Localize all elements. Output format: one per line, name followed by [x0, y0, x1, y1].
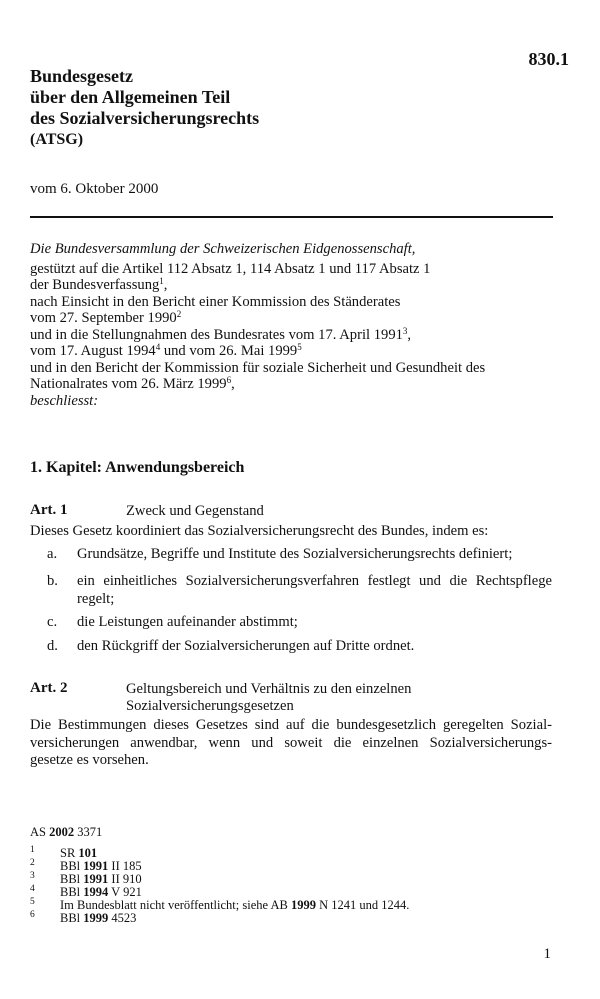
list-item — [30, 614, 552, 632]
list-item — [30, 546, 552, 564]
list-letter: c. — [47, 614, 58, 630]
article-heading-line: Sozialversicherungsgesetzen — [126, 698, 294, 714]
article-text-line: Die Bestimmungen dieses Gesetzes sind auf die bundesgesetzlich geregelten Sozial- — [30, 717, 552, 733]
law-title-line: Bundesgesetz — [30, 66, 133, 86]
preamble-line — [30, 277, 555, 294]
preamble-text: vom 27. September 1990 — [30, 310, 177, 326]
preamble-line — [30, 294, 555, 311]
list-text: Grundsätze, Begriffe und Institute des Sozialversicherungsrechts definiert; — [77, 546, 513, 562]
law-code: 830.1 — [528, 49, 569, 69]
list-text: die Leistungen aufeinander abstimmt; — [77, 614, 298, 630]
list-item — [30, 573, 552, 608]
footnote-number: 6 — [30, 910, 35, 920]
footnote-number: 5 — [30, 897, 35, 907]
list-item — [30, 638, 552, 656]
article-number: Art. 2 — [30, 680, 68, 696]
preamble-line — [30, 343, 555, 360]
footnote-number: 3 — [30, 871, 35, 881]
footnote-number: 2 — [30, 858, 35, 868]
list-text: ein einheitliches Sozialversicherungsverfahren festlegt und die Rechtspflege regelt; — [77, 573, 552, 607]
preamble-text: , — [163, 277, 168, 293]
as-page: 3371 — [74, 825, 103, 839]
preamble-text: , — [231, 376, 235, 392]
preamble-line — [30, 261, 555, 278]
preamble-line — [30, 376, 555, 393]
list-letter: b. — [47, 573, 58, 589]
footnote-ref[interactable]: 1 — [159, 276, 164, 286]
chapter-heading: 1. Kapitel: Anwendungsbereich — [30, 459, 245, 476]
preamble-intro: Die Bundesversammlung der Schweizerischen Eidgenossenschaft, — [30, 241, 416, 257]
preamble-line — [30, 360, 555, 377]
preamble-text: , — [407, 326, 412, 343]
law-date: vom 6. Oktober 2000 — [30, 181, 159, 197]
footnote-ref[interactable]: 5 — [297, 342, 302, 352]
article-heading-line: Geltungsbereich und Verhältnis zu den einzelnen — [126, 681, 412, 697]
header-divider — [30, 216, 553, 218]
preamble-text: und in die Stellungnahmen des Bundesrates vom 17. April 1991 — [30, 326, 403, 343]
article-text — [30, 717, 552, 770]
article-heading — [126, 681, 411, 715]
footnote-number: 4 — [30, 884, 35, 894]
preamble-text: vom 17. August 1994 — [30, 343, 156, 359]
law-title-line: über den Allgemeinen Teil — [30, 87, 231, 107]
footnote-text: BBl 1999 4523 — [60, 911, 137, 925]
preamble-text: nach Einsicht in den Bericht einer Kommission des Ständerates — [30, 293, 401, 310]
footnote-ref[interactable]: 6 — [226, 375, 232, 385]
preamble-line — [30, 310, 555, 327]
preamble-text: und vom 26. Mai 1999 — [160, 343, 298, 359]
footnote-text: Im Bundesblatt nicht veröffentlicht; siehe AB 1999 N 1241 und 1244. — [60, 898, 410, 912]
footnote-text: BBl 1994 V 921 — [60, 885, 142, 899]
article-heading: Zweck und Gegenstand — [126, 503, 264, 519]
footnote-text: BBl 1991 II 910 — [60, 872, 142, 886]
as-prefix: AS — [30, 825, 50, 839]
law-title — [30, 66, 259, 129]
preamble-text: Nationalrates vom 26. März 1999 — [30, 376, 227, 392]
footnote-ref[interactable]: 2 — [176, 309, 182, 319]
law-abbreviation: (ATSG) — [30, 131, 84, 148]
official-collection-ref — [30, 825, 102, 840]
preamble-text: der Bundesverfassung — [30, 277, 160, 293]
law-title-line: des Sozialversicherungsrechts — [30, 108, 260, 128]
footnote-text: SR 101 — [60, 846, 98, 860]
footnote-ref[interactable]: 4 — [155, 342, 161, 352]
page-number: 1 — [543, 946, 551, 962]
list-text: den Rückgriff der Sozialversicherungen auf Dritte ordnet. — [77, 638, 415, 654]
preamble-line — [30, 327, 555, 344]
preamble-text: gestützt auf die Artikel 112 Absatz 1, 114 Absatz 1 und 117 Absatz 1 — [30, 260, 431, 277]
preamble-text: und in den Bericht der Kommission für soziale Sicherheit und Gesundheit des — [30, 359, 486, 376]
list-letter: a. — [47, 546, 58, 562]
list-letter: d. — [47, 638, 58, 654]
footnote-number: 1 — [30, 845, 35, 855]
article-intro: Dieses Gesetz koordiniert das Sozialversicherungsrecht des Bundes, indem es: — [30, 523, 489, 539]
as-year: 2002 — [49, 825, 75, 839]
article-text-line: gesetze es vorsehen. — [30, 752, 149, 768]
preamble — [30, 241, 555, 409]
article-number: Art. 1 — [30, 502, 68, 518]
article-text-line: versicherungen anwendbar, wenn und soweit die einzelnen Sozialversicherungs- — [30, 734, 552, 751]
footnote-text: BBl 1991 II 185 — [60, 859, 142, 873]
preamble-closing: beschliesst: — [30, 392, 99, 409]
footnote-ref[interactable]: 3 — [402, 325, 408, 336]
